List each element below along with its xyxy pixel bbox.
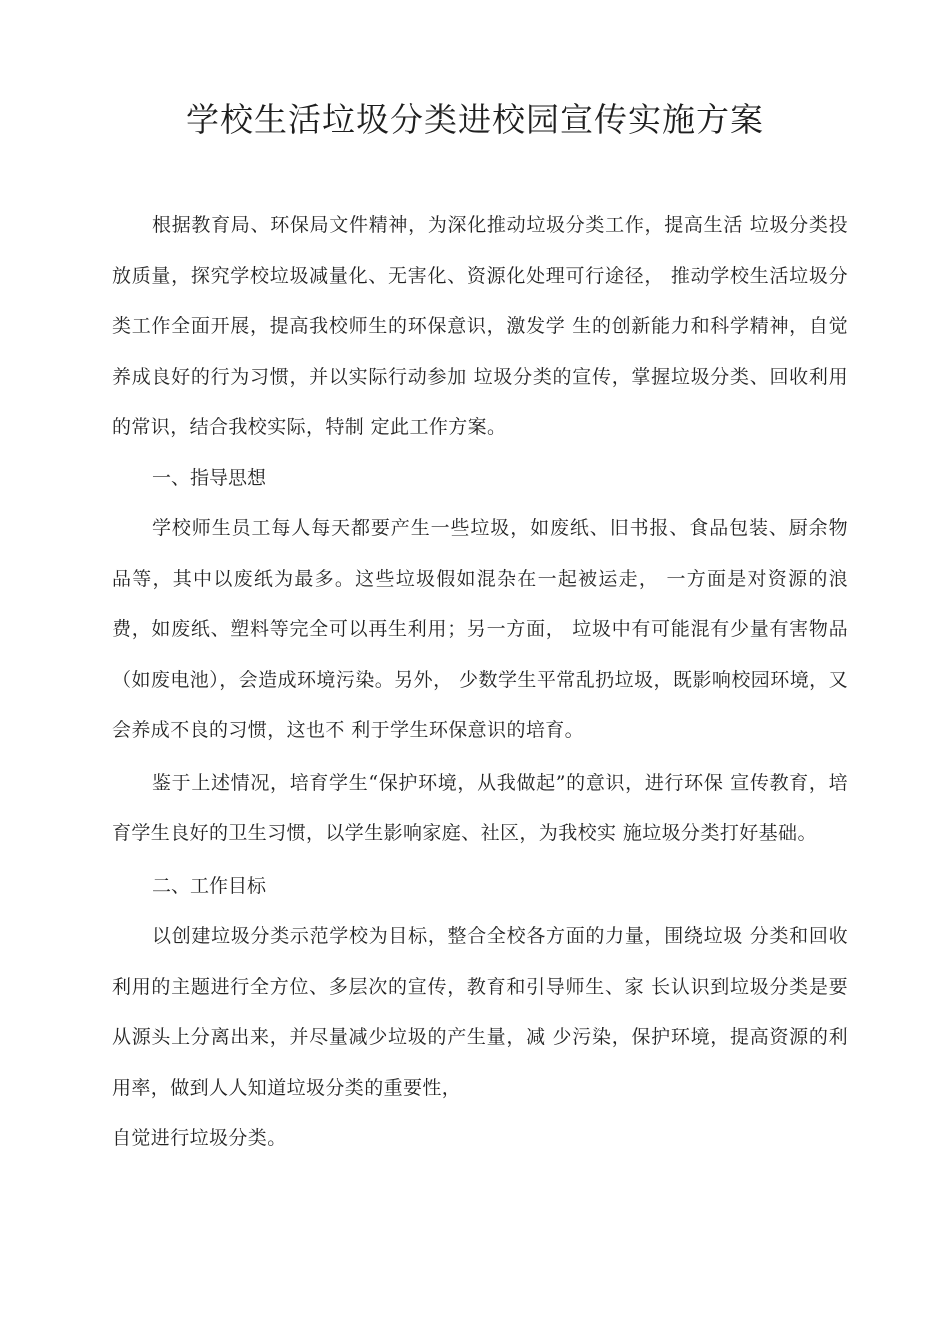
document-title: 学校生活垃圾分类进校园宣传实施方案 [186,100,764,139]
paragraph-work-goals-tail: 自觉进行垃圾分类。 [112,1127,287,1149]
paragraph-situation: 鉴于上述情况，培育学生“保护环境，从我做起”的意识，进行环保 宣传教育，培育学生良好的卫生习惯，以学生影响家庭、社区，为我校实 施垃圾分类打好基础。 [112,771,848,844]
section-heading-work-goals: 二、工作目标 [152,874,267,897]
paragraph-work-goals: 以创建垃圾分类示范学校为目标，整合全校各方面的力量，围绕垃圾 分类和回收利用的主题进行全方位、多层次的宣传，教育和引导师生、家 长认识到垃圾分类是要从源头上分离出来，并尽量减少垃圾的产生量，减 少污染，保护环境，提高资源的利用率，做到人人知道垃圾分类的重要性， [112,925,848,1099]
section-heading-guiding-ideology: 一、指导思想 [152,466,267,489]
paragraph-guiding-ideology: 学校师生员工每人每天都要产生一些垃圾，如废纸、旧书报、食品包装、厨余物品等，其中以废纸为最多。这些垃圾假如混杂在一起被运走， 一方面是对资源的浪费，如废纸、塑料等完全可以再生利用；另一方面， 垃圾中有可能混有少量有害物品（如废电池），会造成环境污染。另外， 少数学生平常乱扔垃圾，既影响校园环境，又会养成不良的习惯，这也不 利于学生环保意识的培育。 [112,517,848,741]
document-body [112,200,848,1164]
intro-paragraph: 根据教育局、环保局文件精神，为深化推动垃圾分类工作，提高生活 垃圾分类投放质量，探究学校垃圾减量化、无害化、资源化处理可行途径， 推动学校生活垃圾分类工作全面开展，提高我校师生的环保意识，激发学 生的创新能力和科学精神，自觉养成良好的行为习惯，并以实际行动参加 垃圾分类的宣传，掌握垃圾分类、回收利用的常识，结合我校实际，特制 定此工作方案。 [112,214,848,438]
